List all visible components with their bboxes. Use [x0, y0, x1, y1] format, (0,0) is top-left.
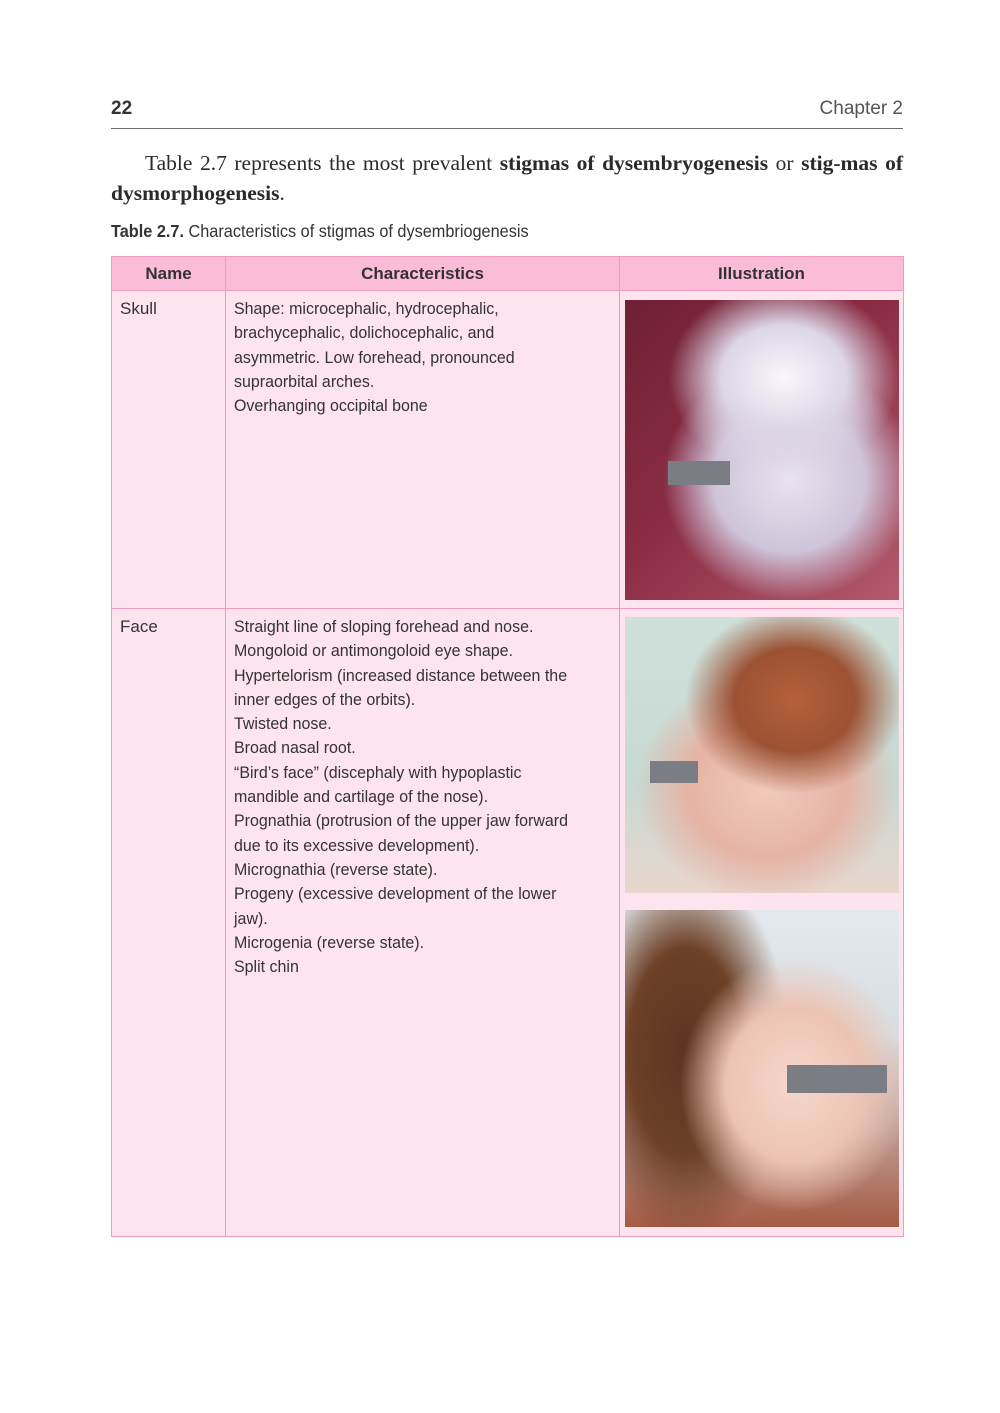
intro-term-dysmorphogenesis: stig-mas of dysmorphogenesis [111, 151, 903, 205]
face-profile-photo [625, 617, 899, 893]
characteristic-line: Twisted nose. [234, 714, 332, 734]
censor-bar [787, 1065, 887, 1093]
column-header-name: Name [112, 257, 226, 291]
row-illustration-face [620, 609, 904, 1237]
characteristic-line: inner edges of the orbits). [234, 689, 416, 709]
face-child-photo [625, 910, 899, 1227]
characteristic-line: jaw). [234, 908, 268, 928]
table-row-skull [112, 291, 904, 609]
table-caption [111, 221, 529, 242]
characteristic-line: Split chin [234, 957, 299, 977]
stigmas-table [111, 256, 904, 1237]
intro-text: . [279, 181, 285, 205]
characteristic-line: Mongoloid or antimongoloid eye shape. [234, 641, 513, 661]
row-characteristics-face [226, 609, 620, 1237]
table-row-face [112, 609, 904, 1237]
characteristic-line: Micrognathia (reverse state). [234, 859, 438, 879]
row-name-skull: Skull [112, 291, 226, 609]
characteristic-line: Overhanging occipital bone [234, 396, 428, 416]
intro-term-dysembryogenesis: stigmas of dysembryogenesis [499, 151, 769, 175]
page-number: 22 [111, 98, 133, 119]
characteristic-line: due to its excessive development). [234, 835, 480, 855]
characteristic-line: Prognathia (protrusion of the upper jaw forward [234, 811, 568, 831]
row-name-face: Face [112, 609, 226, 1237]
censor-bar [668, 461, 730, 485]
intro-text: or [768, 151, 802, 175]
characteristic-line: Straight line of sloping forehead and nose. [234, 617, 534, 636]
row-characteristics-skull [226, 291, 620, 609]
censor-bar [650, 761, 698, 783]
characteristic-line: asymmetric. Low forehead, pronounced [234, 347, 515, 367]
characteristic-line: “Bird’s face” (discephaly with hypoplastic [234, 762, 522, 782]
characteristic-line: Shape: microcephalic, hydrocephalic, [234, 299, 499, 318]
running-head [111, 96, 903, 129]
column-header-characteristics: Characteristics [226, 257, 620, 291]
characteristic-line: Broad nasal root. [234, 738, 356, 758]
table-caption-label: Table 2.7. [111, 221, 184, 241]
characteristic-line: brachycephalic, dolichocephalic, and [234, 323, 495, 343]
intro-text: Table 2.7 represents the most prevalent [145, 151, 500, 175]
skull-photo [625, 300, 899, 600]
row-illustration-skull [620, 291, 904, 609]
characteristic-line: Microgenia (reverse state). [234, 932, 425, 952]
characteristic-line: mandible and cartilage of the nose). [234, 787, 489, 807]
characteristic-line: supraorbital arches. [234, 371, 375, 391]
characteristic-line: Progeny (excessive development of the lower [234, 884, 557, 904]
table-caption-text: Characteristics of stigmas of dysembriogenesis [183, 221, 529, 241]
intro-paragraph [111, 148, 903, 208]
characteristic-line: Hypertelorism (increased distance between the [234, 665, 568, 685]
column-header-illustration: Illustration [620, 257, 904, 291]
table-header-row [112, 257, 904, 291]
chapter-label: Chapter 2 [819, 98, 903, 119]
